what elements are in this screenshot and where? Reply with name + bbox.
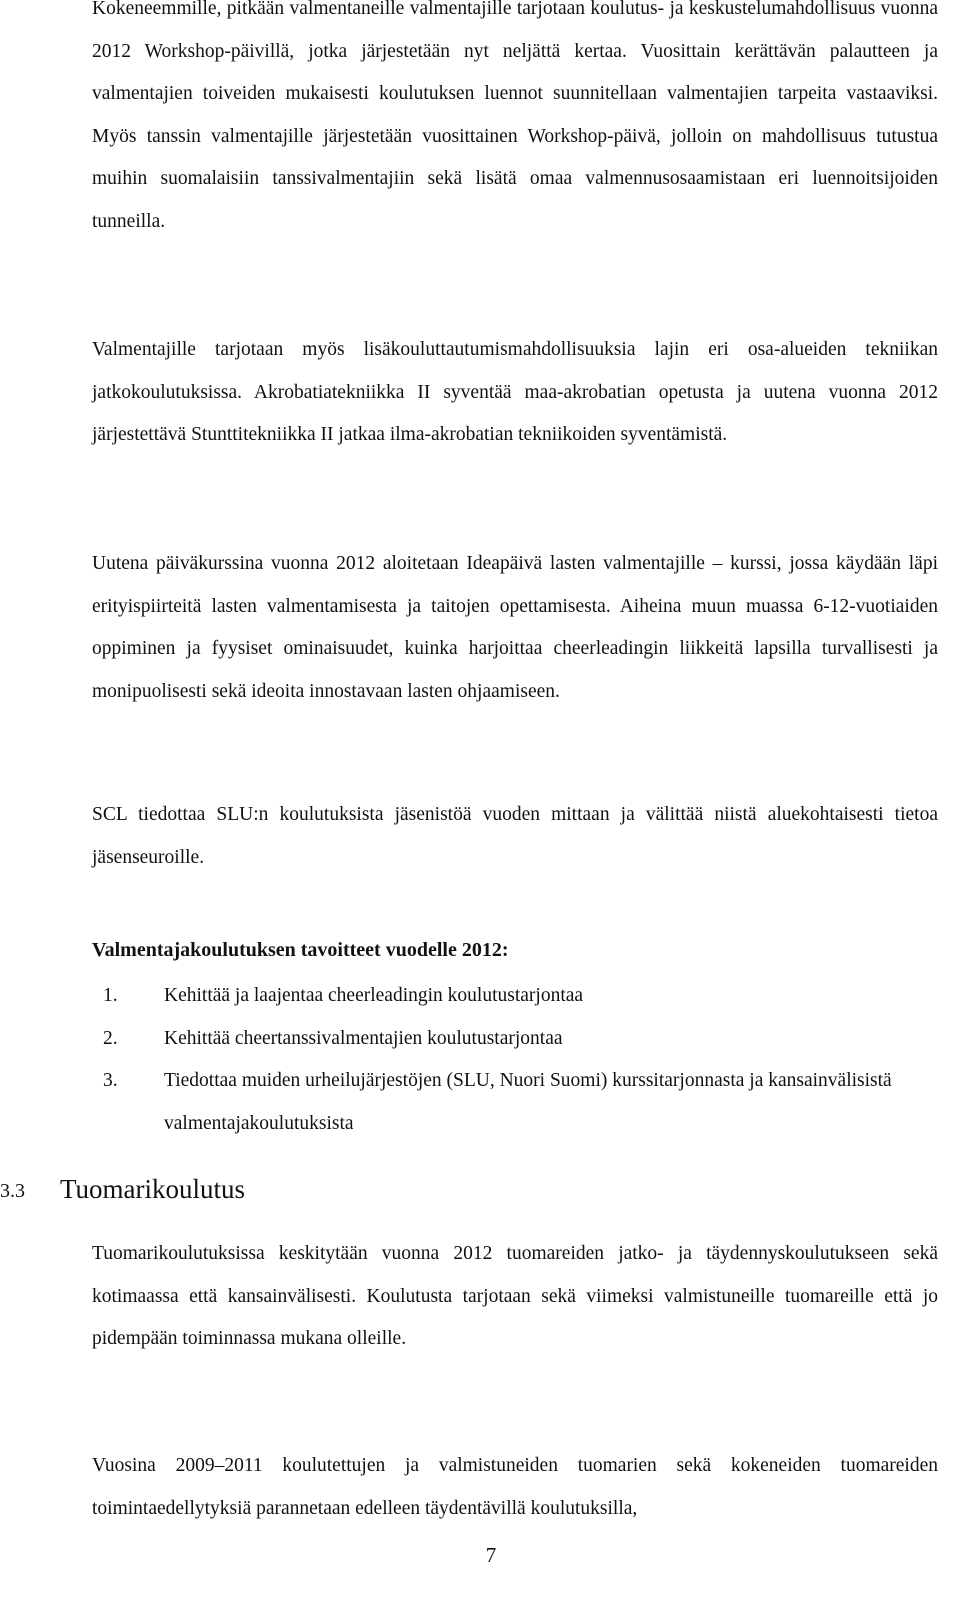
paragraph-judge-conditions: Vuosina 2009–2011 koulutettujen ja valmistuneiden tuomarien sekä kokeneiden tuomareiden toimintaedellytyksiä parannetaan edelleen täydentävillä koulutuksilla, [92,1455,938,1519]
goal-item [92,975,938,1018]
paragraph-idea-day: Uutena päiväkurssina vuonna 2012 aloitetaan Ideapäivä lasten valmentajille – kurssi, jossa käydään läpi erityispiirteitä lasten valmentamisesta ja taitojen opettamisesta. Aiheina muun muassa 6-12-vuotiaiden oppiminen ja fyysiset ominaisuudet, kuinka harjoittaa cheerleadingin liikkeitä lapsilla turvallisesti ja monipuolisesti sekä ideoita innostavaan lasten ohjaamiseen. [92,553,938,702]
page-number: 7 [485,1543,497,1567]
goal-item [92,1018,938,1061]
goal-text: Kehittää cheertanssivalmentajien koulutustarjontaa [164,1027,563,1049]
paragraph-advanced-training: Valmentajille tarjotaan myös lisäkouluttautumismahdollisuuksia lajin eri osa-alueiden tekniikan jatkokoulutuksissa. Akrobatiatekniikka II syventää maa-akrobatian opetusta ja uutena vuonna 2012 järjestettävä Stunttitekniikka II jatkaa ilma-akrobatian tekniikoiden syventämistä. [92,339,938,446]
goals-heading: Valmentajakoulutuksen tavoitteet vuodelle 2012: [92,939,509,961]
paragraph-judge-training: Tuomarikoulutuksissa keskitytään vuonna 2012 tuomareiden jatko- ja täydennyskoulutukseen sekä kotimaassa että kansainvälisesti. Koulutusta tarjotaan sekä viimeksi valmistuneille tuomareille että jo pidempään toiminnassa mukana olleille. [92,1243,938,1350]
goal-item [92,1060,924,1145]
goal-text: Tiedottaa muiden urheilujärjestöjen (SLU, Nuori Suomi) kurssitarjonnasta ja kansainvälisistä valmentajakoulutuksista [164,1070,892,1134]
goals-list [92,975,938,1145]
section-title: Tuomarikoulutus [60,1174,246,1204]
goal-number: 2. [103,1027,118,1049]
section-number: 3.3 [0,1180,25,1202]
paragraph-scl-information: SCL tiedottaa SLU:n koulutuksista jäsenistöä vuoden mittaan ja välittää niistä aluekohtaisesti tietoa jäsenseuroille. [92,804,938,868]
goal-number: 1. [103,985,118,1006]
goal-text: Kehittää ja laajentaa cheerleadingin koulutustarjontaa [164,985,584,1006]
paragraph-workshop-days: Kokeneemmille, pitkään valmentaneille valmentajille tarjotaan koulutus- ja keskustelumahdollisuus vuonna 2012 Workshop-päivillä, jotka järjestetään nyt neljättä kertaa. Vuosittain kerättävän palautteen ja valmentajien toiveiden mukaisesti koulutuksen luennot suunnitellaan valmentajien tarpeita vastaaviksi. Myös tanssin valmentajille järjestetään vuosittainen Workshop-päivä, jolloin on mahdollisuus tutustua muihin suomalaisiin tanssivalmentajiin sekä lisätä omaa valmennusosaamistaan eri luennoitsijoiden tunneilla. [92,0,938,232]
goal-number: 3. [103,1070,118,1092]
